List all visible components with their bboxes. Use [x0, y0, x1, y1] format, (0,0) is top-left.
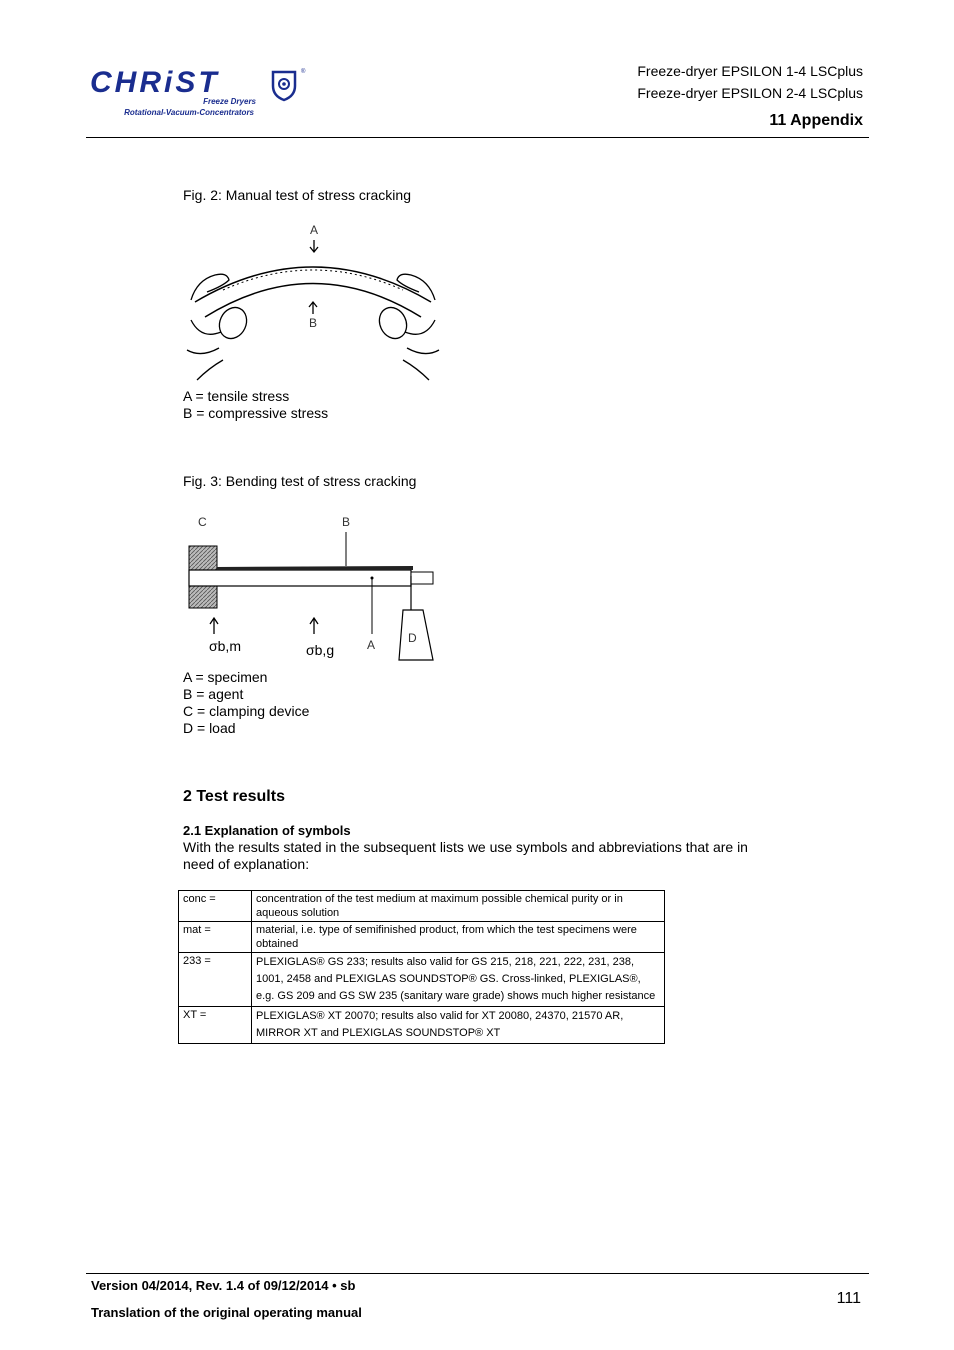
table-row: [179, 953, 665, 1007]
table-cell-key: conc =: [179, 891, 252, 922]
logo-line2: Rotational-Vacuum-Concentrators: [124, 108, 254, 117]
footer-translation: Translation of the original operating manual: [91, 1305, 362, 1320]
fig2-legend-item: A = tensile stress: [183, 388, 290, 404]
fig3-legend-item: C = clamping device: [183, 703, 310, 719]
svg-text:®: ®: [301, 69, 306, 75]
fig2-label-a: A: [310, 223, 319, 237]
section-intro-line: With the results stated in the subsequent lists we use symbols and abbreviations that are in: [183, 839, 748, 855]
arrow-up-icon: [310, 618, 318, 634]
logo-line1: Freeze Dryers: [203, 97, 256, 106]
fig2-label-b: B: [309, 316, 318, 330]
sigma-bg-label: σb,g: [306, 642, 335, 658]
agent-layer: [217, 566, 413, 570]
fig3-label-a: A: [367, 638, 376, 652]
table-cell-key: mat =: [179, 922, 252, 953]
table-cell-value: material, i.e. type of semifinished product, from which the test specimens were obtained: [252, 922, 665, 953]
fig2-legend: [183, 388, 328, 422]
symbols-table: [178, 890, 665, 1044]
page-number: 111: [836, 1290, 861, 1307]
header-chapter-title: 11 Appendix: [769, 112, 863, 129]
company-logo: [88, 62, 318, 122]
fig3-label-b: B: [342, 515, 351, 529]
arrow-down-icon: [310, 240, 318, 252]
symbols-table-wrap: [178, 890, 665, 1044]
header-product-line1: Freeze-dryer EPSILON 1-4 LSCplus: [637, 63, 863, 79]
left-hand-icon: [187, 274, 252, 380]
fig3-legend-item: D = load: [183, 720, 236, 736]
fig3-caption: Fig. 3: Bending test of stress cracking: [183, 473, 417, 489]
footer-version: Version 04/2014, Rev. 1.4 of 09/12/2014 • sb: [91, 1278, 356, 1293]
fig2-illustration: [183, 220, 443, 385]
fig3-label-c: C: [198, 515, 207, 529]
table-cell-value: PLEXIGLAS® GS 233; results also valid for GS 215, 218, 221, 222, 231, 238, 1001, 2458 and PLEXIGLAS SOUNDSTOP® GS. Cross-linked, PLEXIGLAS®, e.g. GS 209 and GS SW 235 (sanitary ware grade) shows much higher resistance: [252, 953, 665, 1007]
sigma-bm-label: σb,m: [209, 638, 241, 654]
arrow-up-icon: [210, 618, 218, 634]
section-intro-line: need of explanation:: [183, 856, 310, 872]
footer-divider: [86, 1273, 869, 1274]
header-product-line2: Freeze-dryer EPSILON 2-4 LSCplus: [637, 85, 863, 101]
right-hand-icon: [374, 274, 439, 380]
spiral-icon: [273, 72, 295, 100]
table-cell-key: 233 =: [179, 953, 252, 1007]
table-row: [179, 891, 665, 922]
logo-brand-text: CHRiST: [90, 66, 220, 99]
table-row: [179, 1007, 665, 1044]
fig3-legend-item: A = specimen: [183, 669, 268, 685]
table-cell-value: PLEXIGLAS® XT 20070; results also valid for XT 20080, 24370, 21570 AR, MIRROR XT and PLEXIGLAS SOUNDSTOP® XT: [252, 1007, 665, 1044]
table-cell-key: XT =: [179, 1007, 252, 1044]
fig3-legend: [183, 669, 309, 737]
specimen-bar: [189, 570, 411, 586]
section-intro: [183, 839, 748, 873]
fig2-caption: Fig. 2: Manual test of stress cracking: [183, 187, 411, 203]
table-row: [179, 922, 665, 953]
fig3-label-d: D: [408, 631, 417, 645]
fig3-illustration: [183, 510, 443, 665]
header-product-block: [637, 60, 863, 132]
section-title: 2 Test results: [183, 788, 285, 805]
christ-logo-graphic: [88, 62, 318, 122]
table-cell-value: concentration of the test medium at maximum possible chemical purity or in aqueous solution: [252, 891, 665, 922]
subsection-title: 2.1 Explanation of symbols: [183, 823, 351, 838]
arrow-up-icon: [309, 302, 317, 314]
header-divider: [86, 137, 869, 138]
fig3-legend-item: B = agent: [183, 686, 244, 702]
clamping-device: [189, 546, 217, 570]
fig2-legend-item: B = compressive stress: [183, 405, 329, 421]
